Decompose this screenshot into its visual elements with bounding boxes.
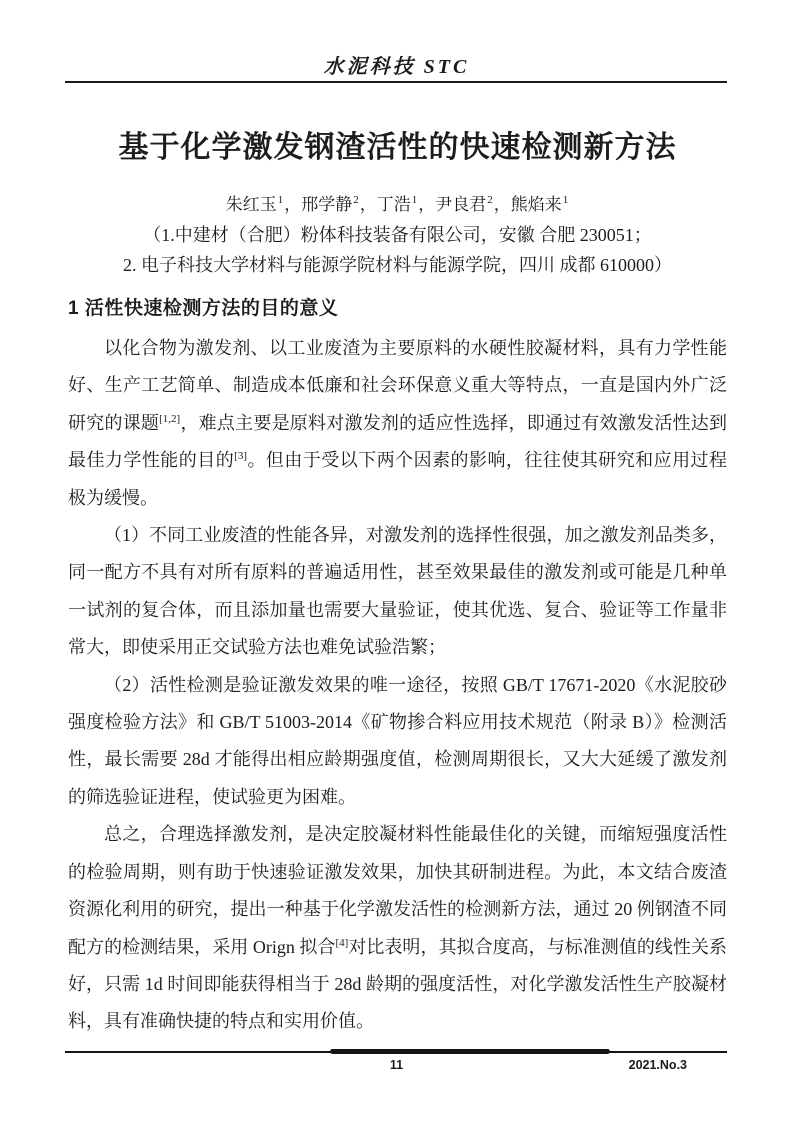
affiliation-block <box>68 220 727 280</box>
paragraph-text: 对比表明，其拟合度高，与标准测值的线性关系好，只需 1d 时间即能获得相当于 28d 龄期的强度活性，对化学激发活性生产胶凝材料，具有准确快捷的特点和实用价值。 <box>68 936 727 1032</box>
author-name: 朱红玉 <box>225 195 277 214</box>
paragraph-text: （1）不同工业废渣的性能各异，对激发剂的选择性很强，加之激发剂品类多，同一配方不具有对所有原料的普遍适用性，甚至效果最佳的激发剂或可能是几种单一试剂的复合体，而且添加量也需要大量验证，使其优选、复合、验证等工作量非常大，即使采用正交试验方法也难免试验浩繁； <box>68 525 727 658</box>
author-separator: ， <box>418 195 436 214</box>
paragraph-text: 。但由于受以下两个因素的影响，往往使其研究和应用过程极为缓慢。 <box>68 450 728 508</box>
paragraph <box>68 517 727 667</box>
paragraph-text: 以化合物为激发剂、以工业废渣为主要原料的水硬性胶凝材料，具有力学性能好、生产工艺简单、制造成本低廉和社会环保意义重大等特点，一直是国内外广泛研究的课题 <box>68 338 727 433</box>
citation-superscript: [3] <box>234 450 247 463</box>
author-affiliation-mark: 2 <box>487 194 493 207</box>
author-affiliation-mark: 1 <box>562 194 569 207</box>
affiliation-line: （1.中建材（合肥）粉体科技装备有限公司，安徽 合肥 230051； <box>143 225 652 245</box>
paragraph <box>68 816 727 1040</box>
author-affiliation-mark: 1 <box>411 194 418 207</box>
author-separator: ， <box>284 195 302 214</box>
article-content <box>68 126 727 1041</box>
citation-superscript: [4] <box>335 936 349 949</box>
issue-label: 2021.No.3 <box>628 1058 687 1072</box>
citation-superscript: [1,2] <box>159 412 181 425</box>
author-affiliation-mark: 2 <box>353 194 359 207</box>
affiliation-line: 2. 电子科技大学材料与能源学院材料与能源学院，四川 成都 610000） <box>123 255 672 275</box>
journal-running-head: 水泥科技 STC <box>323 56 470 78</box>
author-separator: ， <box>493 195 511 214</box>
paragraph <box>68 667 727 817</box>
author-line <box>68 192 727 218</box>
section-heading: 1 活性快速检测方法的目的意义 <box>68 298 339 319</box>
header-rule <box>65 81 727 83</box>
paragraph-text: （2）活性检测是验证激发效果的唯一途径，按照 GB/T 17671-2020《水泥胶砂强度检验方法》和 GB/T 51003-2014《矿物掺合料应用技术规范（附录 B）》检测活性，最长需要 28d 才能得出相应龄期强度值，检测周期很长，又大大延缓了激发剂的筛选验证进程，使试验更为困难。 <box>68 674 727 807</box>
author-name: 邢学静 <box>301 195 353 214</box>
author-name: 熊焰来 <box>510 195 562 214</box>
footer-rule-thick-center <box>330 1049 610 1054</box>
author-name: 尹良君 <box>435 195 487 214</box>
paragraph-text: ，难点主要是原料对激发剂的适应性选择，即通过有效激发活性达到最佳力学性能的目的 <box>68 412 728 471</box>
author-affiliation-mark: 1 <box>277 194 284 207</box>
section-body <box>68 330 727 1041</box>
author-name: 丁浩 <box>376 195 411 214</box>
article-title: 基于化学激发钢渣活性的快速检测新方法 <box>118 131 677 164</box>
author-separator: ， <box>359 195 377 214</box>
page-number: 11 <box>389 1058 404 1072</box>
paragraph-text: 总之，合理选择激发剂，是决定胶凝材料性能最佳化的关键，而缩短强度活性的检验周期，则有助于快速验证激发效果，加快其研制进程。为此，本文结合废渣资源化利用的研究，提出一种基于化学激发活性的检测新方法，通过 20 例钢渣不同配方的检测结果，采用 Orign 拟合 <box>68 824 727 957</box>
paragraph <box>68 330 727 517</box>
